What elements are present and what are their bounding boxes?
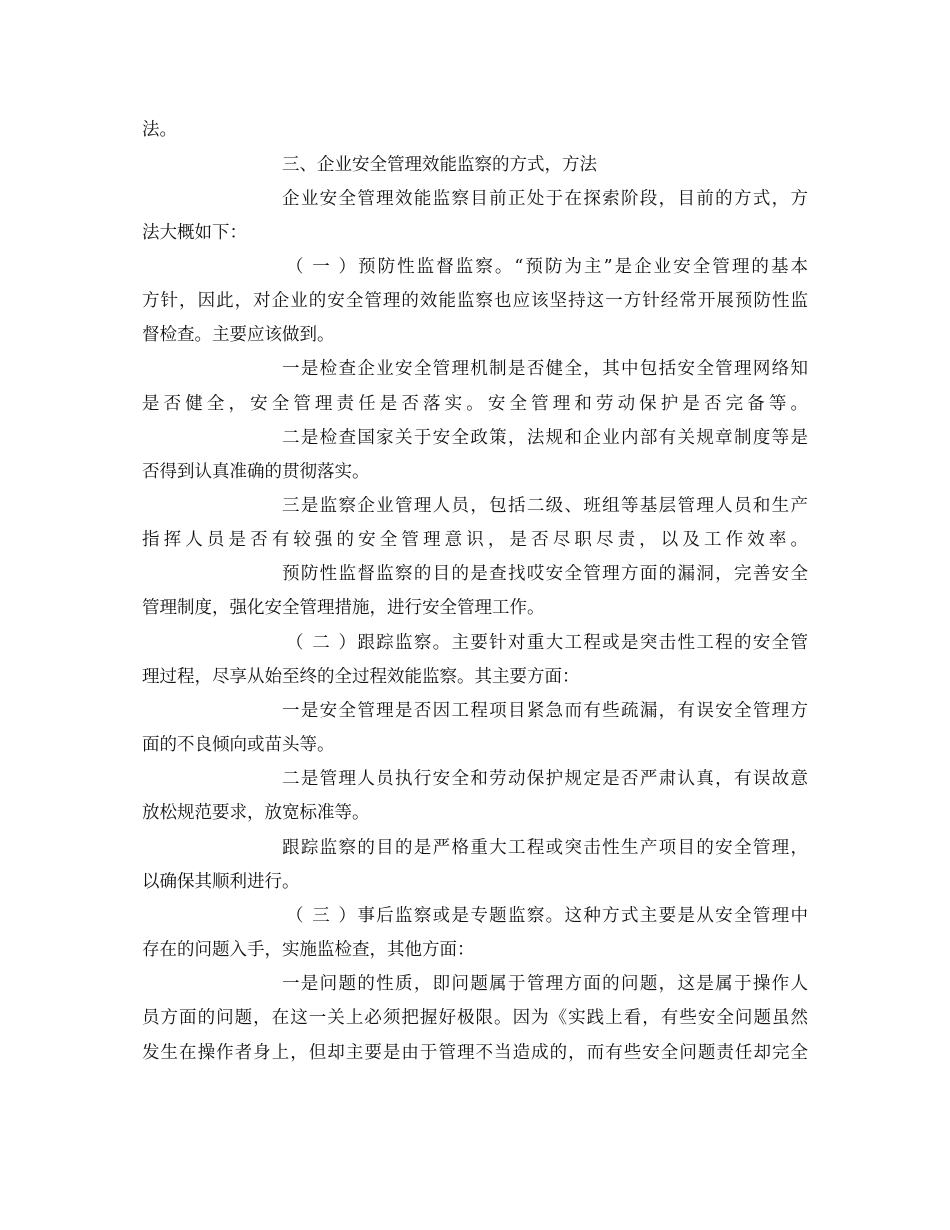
paragraph-line: 否得到认真准确的贯彻落实。 [142,462,370,482]
paragraph-line: 二是管理人员执行安全和劳动保护规定是否严肃认真，有误故意 [282,769,808,789]
subsection-line [286,904,808,928]
paragraph-line: 跟踪监察的目的是严格重大工程或突击性生产项目的安全管理， [282,838,808,858]
item-number: （二） [286,633,356,653]
paragraph-line: 管理制度，强化安全管理措施，进行安全管理工作。 [142,598,545,618]
paragraph-line: 理过程，尽享从始至终的全过程效能监察。其主要方面： [142,667,580,687]
paragraph-line: 面的不良倾向或苗头等。 [142,735,335,755]
paragraph-line: 一是安全管理是否因工程项目紧急而有些疏漏，有误安全管理方 [282,701,808,721]
paragraph-line: 法大概如下： [142,223,247,243]
item-number: （三） [286,906,356,926]
subsection-line [286,255,808,279]
paragraph-line: 二是检查国家关于安全政策，法规和企业内部有关规章制度等是 [282,428,808,448]
item-number: （一） [286,257,356,277]
paragraph-line: 指挥人员是否有较强的安全管理意识，是否尽职尽责，以及工作效率。 [142,530,808,550]
paragraph-line: 一是问题的性质，即问题属于管理方面的问题，这是属于操作人 [282,974,808,994]
paragraph-line: 存在的问题入手，实施监检查，其他方面： [142,940,475,960]
paragraph-line: 以确保其顺利进行。 [142,872,300,892]
item-text: 跟踪监察。主要针对重大工程或是突击性工程的安全管 [356,633,808,653]
item-text: 预防性监督监察。“预防为主”是企业安全管理的基本 [356,257,808,277]
paragraph-line: 放松规范要求，放宽标准等。 [142,803,370,823]
paragraph-line: 是否健全，安全管理责任是否落实。安全管理和劳动保护是否完备等。 [142,394,808,414]
paragraph-line: 三是监察企业管理人员，包括二级、班组等基层管理人员和生产 [282,496,808,516]
paragraph-line: 发生在操作者身上，但却主要是由于管理不当造成的，而有些安全问题责任却完全 [142,1043,808,1063]
paragraph-line: 企业安全管理效能监察目前正处于在探索阶段，目前的方式，方 [282,189,808,209]
section-heading: 三、企业安全管理效能监察的方式，方法 [282,155,597,175]
paragraph-line: 一是检查企业安全管理机制是否健全，其中包括安全管理网络知 [282,359,808,379]
item-text: 事后监察或是专题监察。这种方式主要是从安全管理中 [356,906,808,926]
paragraph-line: 督检查。主要应该做到。 [142,325,335,345]
paragraph-line: 法。 [142,120,177,140]
paragraph-line: 员方面的问题，在这一关上必须把握好极限。因为《实践上看，有些安全问题虽然 [142,1008,808,1028]
paragraph-line: 方针，因此，对企业的安全管理的效能监察也应该坚持这一方针经常开展预防性监 [142,291,808,311]
subsection-line [286,631,808,655]
paragraph-line: 预防性监督监察的目的是查找哎安全管理方面的漏洞，完善安全 [282,564,808,584]
